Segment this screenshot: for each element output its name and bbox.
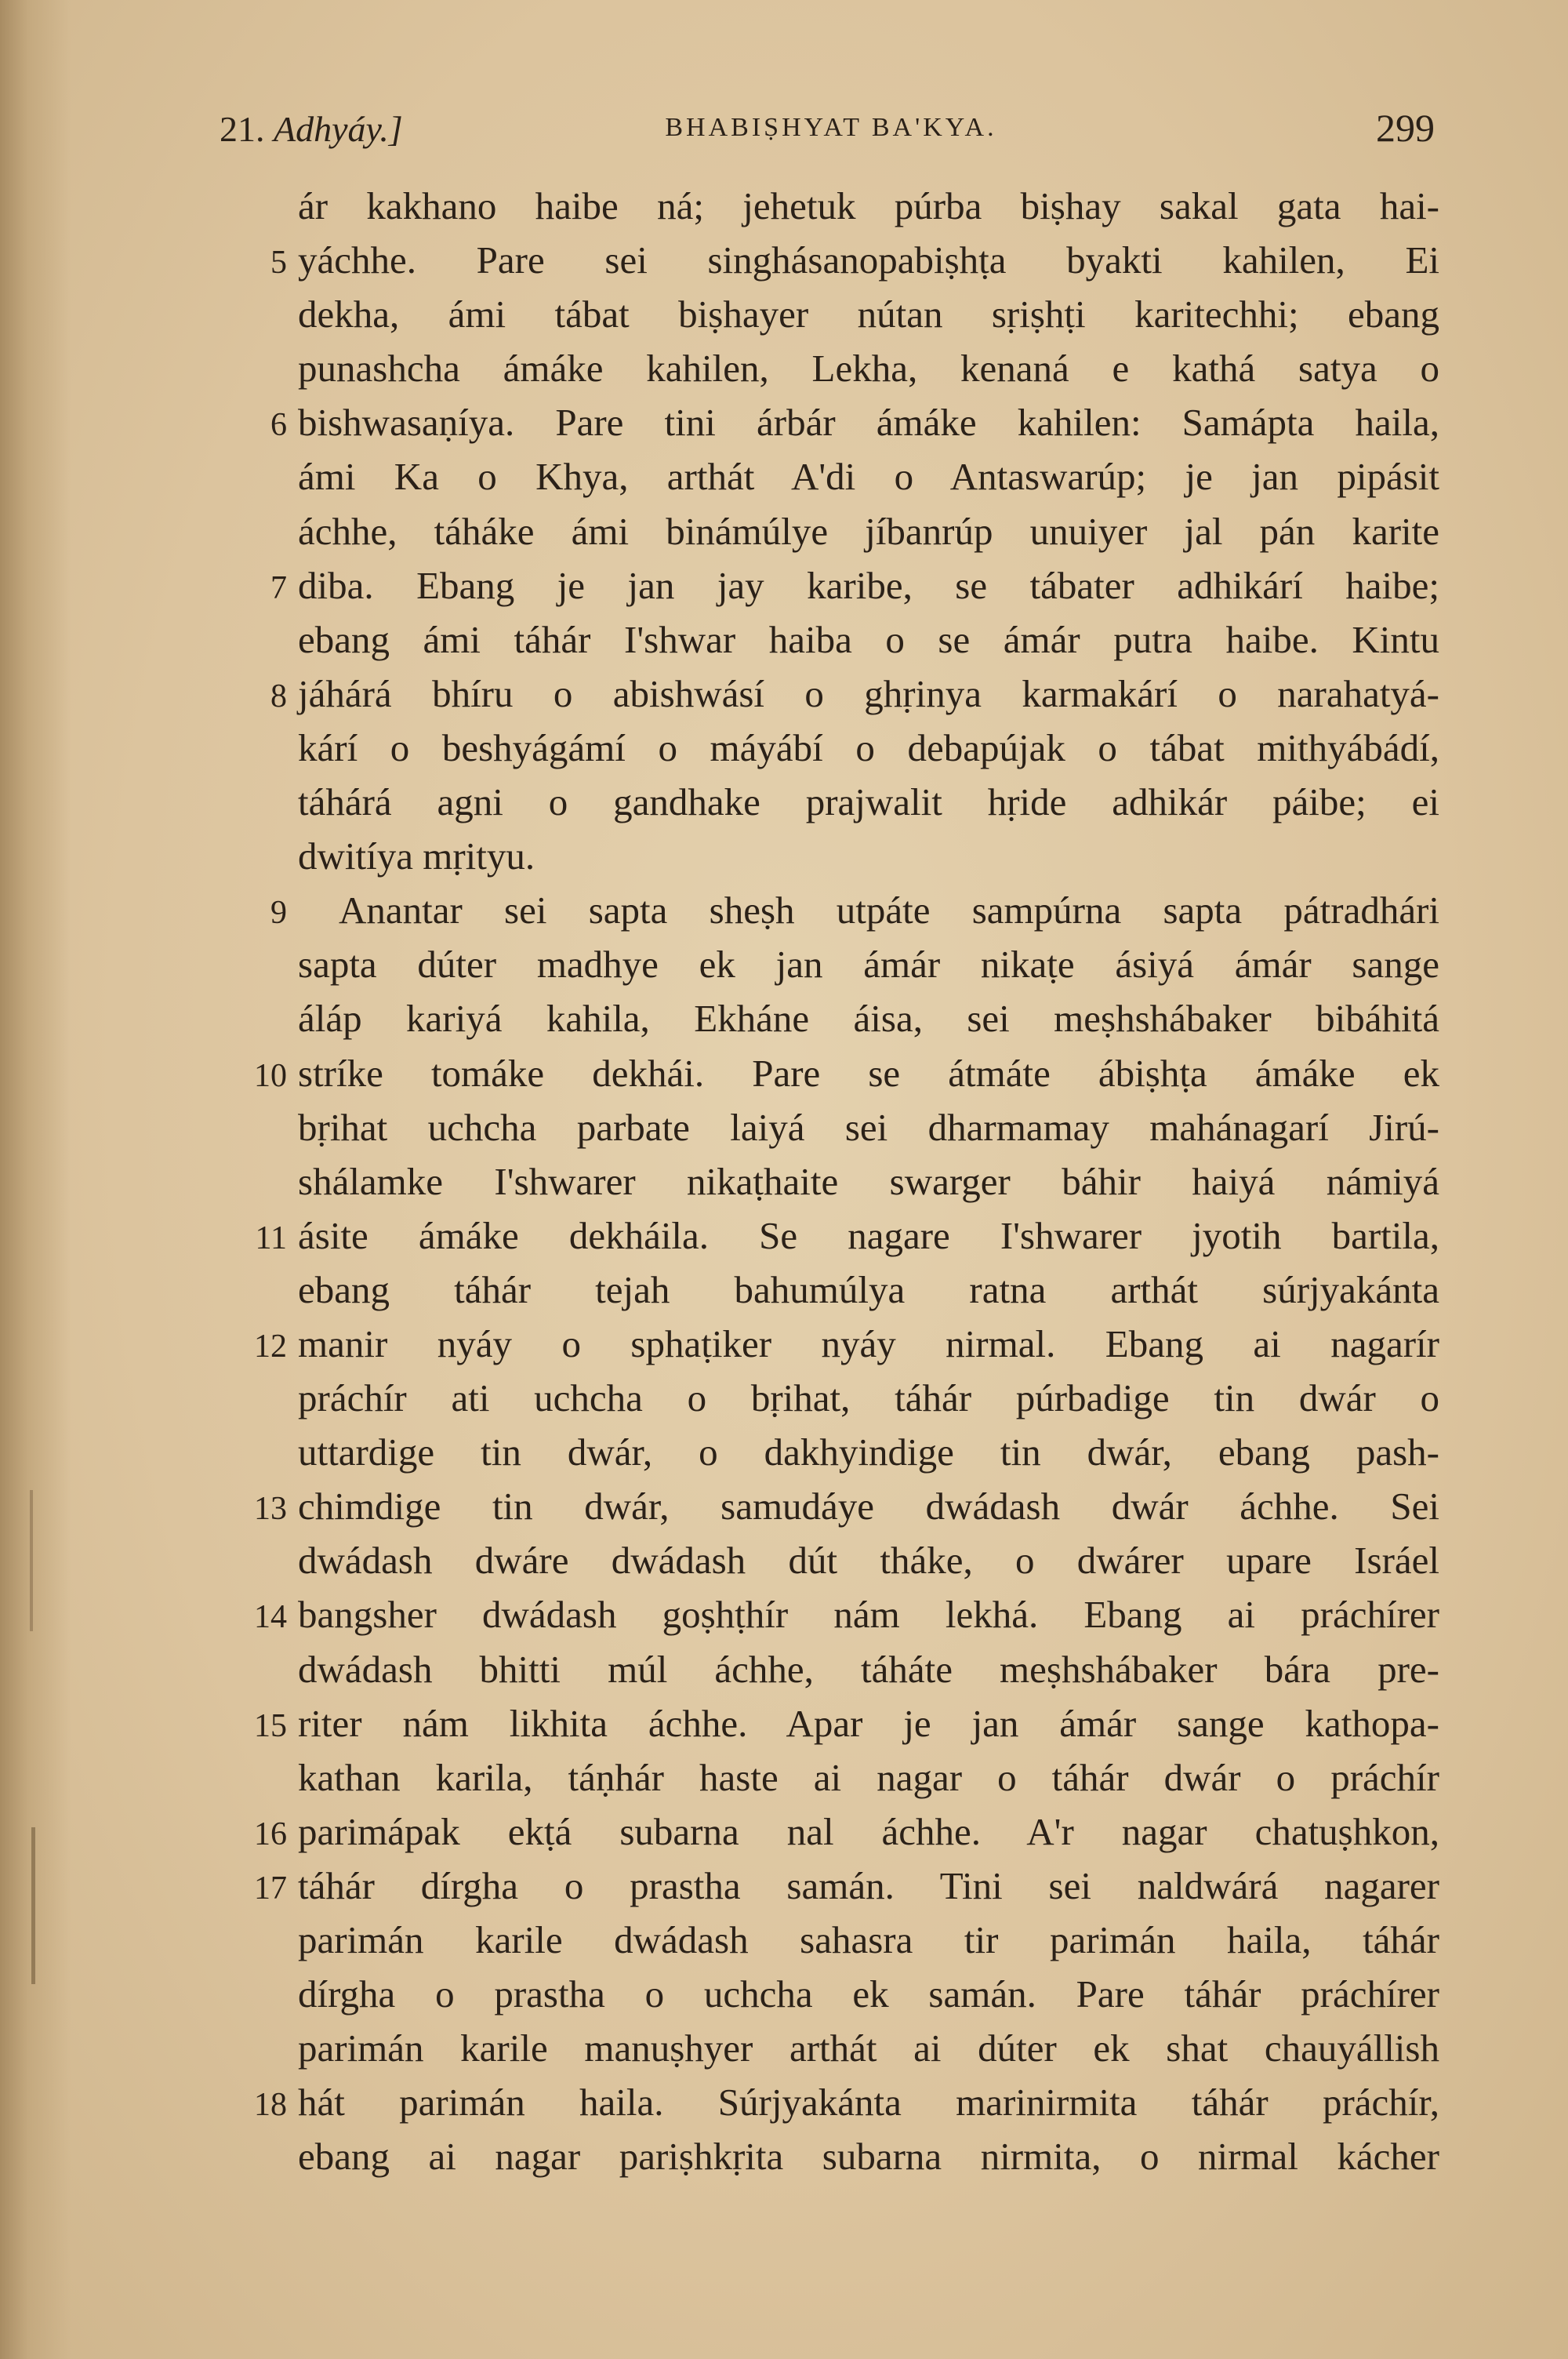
line-text: dwádash bhitti múl áchhe, táháte meṣhshábaker bára pre- [298, 1647, 1439, 1691]
line-text: parimápak ekṭá subarna nal áchhe. A'r nagar chatuṣhkon, [298, 1809, 1439, 1853]
text-line [0, 612, 1568, 667]
text-line [0, 1587, 1568, 1641]
text-line [0, 1533, 1568, 1587]
line-text: sapta dúter madhye ek jan ámár nikaṭe ásiyá ámár sange [298, 943, 1439, 987]
page-header [220, 108, 1443, 155]
text-line [0, 341, 1568, 395]
text-line [0, 829, 1568, 883]
line-text: punashcha ámáke kahilen, Lekha, kenaná e kathá satya o [298, 347, 1439, 391]
line-text: dwitíya mṛityu. [298, 834, 535, 878]
text-line [0, 233, 1568, 287]
text-line [0, 2129, 1568, 2183]
text-line [0, 1967, 1568, 2021]
line-text: ámi Ka o Khya, arthát A'di o Antaswarúp; je jan pipásit [298, 455, 1439, 499]
line-text: dekha, ámi tábat biṣhayer nútan sṛiṣhṭi karitechhi; ebang [298, 293, 1439, 336]
line-text: ebang ai nagar pariṣhkṛita subarna nirmita, o nirmal kácher [298, 2135, 1439, 2179]
chapter-number: 21. [220, 109, 265, 149]
verse-number: 11 [255, 1219, 287, 1256]
text-line [0, 1154, 1568, 1209]
text-line [0, 449, 1568, 503]
line-text: parimán karile manuṣhyer arthát ai dúter ek shat chauyállish [298, 2026, 1439, 2070]
line-text: riter nám likhita áchhe. Apar je jan ámár sange kathopa- [298, 1701, 1439, 1745]
text-line [0, 1642, 1568, 1696]
verse-number: 12 [254, 1328, 287, 1365]
body-text [0, 179, 1568, 2183]
verse-number: 17 [254, 1870, 287, 1906]
line-text: jáhárá bhíru o abishwásí o ghṛinya karmakárí o narahatyá- [298, 671, 1439, 715]
line-text: chimdige tin dwár, samudáye dwádash dwár áchhe. Sei [298, 1485, 1439, 1528]
chapter-word: Adhyáy.] [274, 109, 403, 149]
text-line [0, 1100, 1568, 1154]
text-line [0, 1750, 1568, 1805]
line-text: kathan karila, táṇhár haste ai nagar o táhár dwár o práchír [298, 1755, 1439, 1799]
text-line [0, 937, 1568, 991]
running-title: BHABIṢHYAT BA'KYA. [665, 113, 997, 142]
line-text: hát parimán haila. Súrjyakánta marinirmita táhár práchír, [298, 2081, 1439, 2125]
text-line [0, 1696, 1568, 1750]
text-line [0, 1046, 1568, 1100]
line-text: táhár dírgha o prastha samán. Tini sei naldwárá nagarer [298, 1863, 1439, 1907]
verse-number: 15 [254, 1707, 287, 1744]
text-line [0, 1479, 1568, 1533]
line-text: dwádash dwáre dwádash dút tháke, o dwárer upare Isráel [298, 1539, 1439, 1583]
verse-number: 5 [270, 245, 287, 282]
verse-number: 10 [254, 1057, 287, 1094]
line-text: bangsher dwádash goṣhṭhír nám lekhá. Ebang ai práchírer [298, 1593, 1439, 1637]
text-line [0, 1913, 1568, 1967]
line-text: stríke tomáke dekhái. Pare se átmáte ábiṣhṭa ámáke ek [298, 1051, 1439, 1095]
line-text: manir nyáy o sphaṭiker nyáy nirmal. Ebang ai nagarír [298, 1321, 1439, 1365]
text-line [0, 667, 1568, 721]
text-line [0, 1425, 1568, 1479]
line-text: diba. Ebang je jan jay karibe, se tábater adhikárí haibe; [298, 563, 1439, 607]
text-line [0, 504, 1568, 558]
verse-number: 8 [270, 678, 287, 714]
text-line [0, 1317, 1568, 1371]
line-text: ár kakhano haibe ná; jehetuk púrba biṣhay sakal gata hai- [298, 184, 1439, 227]
verse-number: 6 [270, 407, 287, 444]
text-line [0, 2075, 1568, 2129]
text-line [0, 1263, 1568, 1317]
line-text: shálamke I'shwarer nikaṭhaite swarger báhir haiyá námiyá [298, 1159, 1439, 1203]
verse-number: 7 [270, 569, 287, 606]
line-text: bṛihat uchcha parbate laiyá sei dharmamay mahánagarí Jirú- [298, 1105, 1439, 1149]
text-line [0, 721, 1568, 775]
line-text: táhárá agni o gandhake prajwalit hṛide adhikár páibe; ei [298, 780, 1439, 824]
text-line [0, 179, 1568, 233]
text-line [0, 287, 1568, 341]
text-line [0, 991, 1568, 1045]
verse-number: 16 [254, 1816, 287, 1852]
line-text: parimán karile dwádash sahasra tir parimán haila, táhár [298, 1918, 1439, 1961]
text-line [0, 1371, 1568, 1425]
line-text: ebang ámi táhár I'shwar haiba o se ámár putra haibe. Kintu [298, 617, 1439, 661]
verse-number: 14 [254, 1599, 287, 1636]
line-text: ebang táhár tejah bahumúlya ratna arthát súrjyakánta [298, 1267, 1439, 1311]
text-line [0, 1209, 1568, 1263]
line-text: Anantar sei sapta sheṣh utpáte sampúrna sapta pátradhári [339, 889, 1439, 932]
text-line [0, 395, 1568, 449]
line-text: práchír ati uchcha o bṛihat, táhár púrbadige tin dwár o [298, 1376, 1439, 1420]
verse-number: 13 [254, 1491, 287, 1528]
line-text: áláp kariyá kahila, Ekháne áisa, sei meṣhshábaker bibáhitá [298, 997, 1439, 1041]
text-line [0, 558, 1568, 612]
verse-number: 18 [254, 2087, 287, 2124]
line-text: yáchhe. Pare sei singhásanopabiṣhṭa byakti kahilen, Ei [298, 238, 1439, 282]
page-number: 299 [1376, 106, 1435, 150]
line-text: áchhe, táháke ámi binámúlye jíbanrúp unuiyer jal pán karite [298, 509, 1439, 553]
verse-number: 9 [270, 895, 287, 932]
line-text: dírgha o prastha o uchcha ek samán. Pare táhár práchírer [298, 1972, 1439, 2016]
text-line [0, 775, 1568, 829]
line-text: uttardige tin dwár, o dakhyindige tin dwár, ebang pash- [298, 1430, 1439, 1474]
text-line [0, 1805, 1568, 1859]
text-line [0, 2021, 1568, 2075]
text-line [0, 883, 1568, 937]
text-line [0, 1859, 1568, 1913]
line-text: ásite ámáke dekháila. Se nagare I'shwarer jyotih bartila, [298, 1213, 1439, 1257]
line-text: kárí o beshyágámí o máyábí o debapújak o tábat mithyábádí, [298, 725, 1439, 769]
line-text: bishwasaṇíya. Pare tini árbár ámáke kahilen: Samápta haila, [298, 401, 1439, 445]
